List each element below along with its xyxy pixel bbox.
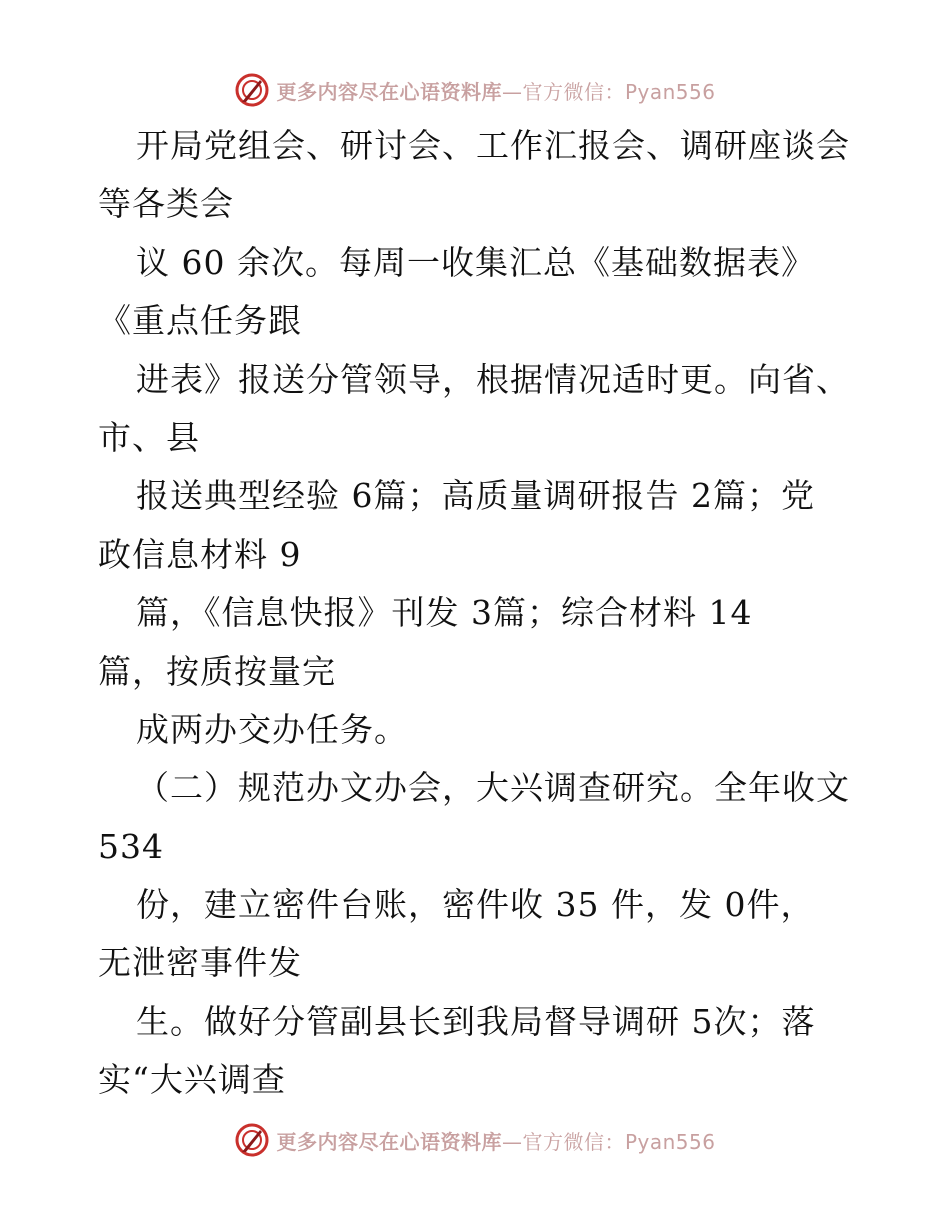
- text-line: 成两办交办任务。: [136, 709, 408, 749]
- text-line: （二）规范办文办会，大兴调查研究。全年收文: [136, 768, 850, 808]
- text-line: 进表》报送分管领导，根据情况适时更。向省、: [136, 359, 850, 399]
- text-line: 议 60 余次。每周一收集汇总《基础数据表》: [136, 242, 815, 282]
- text-line: 篇，按质按量完: [98, 651, 336, 691]
- text-line: 政信息材料 9: [98, 534, 302, 574]
- text-line: 实“大兴调查: [98, 1060, 286, 1100]
- watermark-text: 更多内容尽在心语资料库—官方微信：Pyan556: [276, 79, 716, 104]
- footer-watermark: [0, 1120, 950, 1160]
- text-line: 生。做好分管副县长到我局督导调研 5次；落: [136, 1001, 816, 1041]
- text-line: 《重点任务跟: [98, 301, 302, 341]
- text-line: 报送典型经验 6篇；高质量调研报告 2篇；党: [136, 476, 815, 516]
- quill-circle-icon: [234, 1122, 270, 1158]
- text-line: 等各类会: [98, 184, 234, 224]
- quill-circle-icon: [234, 72, 270, 108]
- text-line: 市、县: [98, 417, 200, 457]
- watermark-text: 更多内容尽在心语资料库—官方微信：Pyan556: [276, 1129, 716, 1154]
- text-line: 534: [98, 826, 164, 866]
- text-line: 无泄密事件发: [98, 943, 302, 983]
- text-line: 开局党组会、研讨会、工作汇报会、调研座谈会: [136, 126, 850, 165]
- text-line: 份，建立密件台账，密件收 35 件，发 0件，: [136, 885, 815, 925]
- document-body: [98, 117, 868, 1110]
- header-watermark: [0, 70, 950, 110]
- text-line: 篇，《信息快报》刊发 3篇；综合材料 14: [136, 593, 753, 633]
